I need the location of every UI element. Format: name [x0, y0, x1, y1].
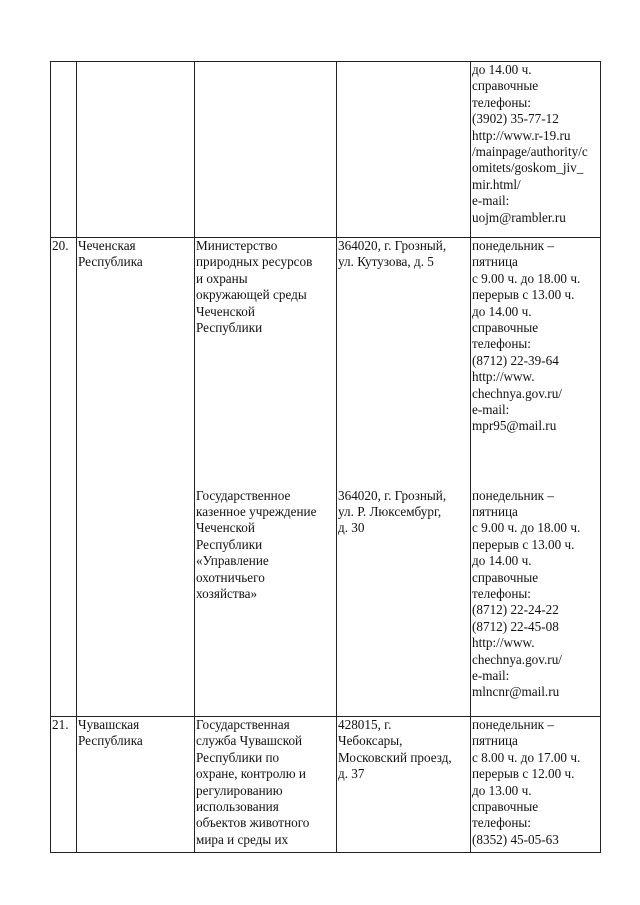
subject-name: Чувашская Республика [77, 717, 195, 853]
table-row [51, 238, 601, 488]
schedule-contacts: понедельник – пятница с 9.00 ч. до 18.00 ч. перерыв с 13.00 ч. до 14.00 ч. справочные телефоны: (8712) 22-39-64 http://www. chechnya.gov.ru/ e-mail: mpr95@mail.ru [471, 238, 601, 488]
table-row [51, 717, 601, 853]
hunting-authorities-table [50, 61, 601, 853]
row-number: 20. [51, 238, 77, 717]
schedule-contacts: до 14.00 ч. справочные телефоны: (3902) 35-77-12 http://www.r-19.ru /mainpage/authority/c omitets/goskom_jiv_ mir.html/ e-mail: uojm@rambler.ru [471, 62, 601, 238]
subject-name [77, 62, 195, 238]
subject-name: Чеченская Республика [77, 238, 195, 717]
table-row [51, 62, 601, 238]
organization-name [195, 62, 337, 238]
organization-name: Министерство природных ресурсов и охраны окружающей среды Чеченской Республики [195, 238, 337, 488]
schedule-contacts: понедельник – пятница с 8.00 ч. до 17.00 ч. перерыв с 12.00 ч. до 13.00 ч. справочные телефоны: (8352) 45-05-63 [471, 717, 601, 853]
address: 364020, г. Грозный, ул. Р. Люксембург, д. 30 [337, 488, 471, 717]
organization-name: Государственное казенное учреждение Чеченской Республики «Управление охотничьего хозяйства» [195, 488, 337, 717]
address: 364020, г. Грозный, ул. Кутузова, д. 5 [337, 238, 471, 488]
address: 428015, г. Чебоксары, Московский проезд, д. 37 [337, 717, 471, 853]
organization-name: Государственная служба Чувашской Республики по охране, контролю и регулированию использования объектов животного мира и среды их [195, 717, 337, 853]
row-number [51, 62, 77, 238]
row-number: 21. [51, 717, 77, 853]
schedule-contacts: понедельник – пятница с 9.00 ч. до 18.00 ч. перерыв с 13.00 ч. до 14.00 ч. справочные телефоны: (8712) 22-24-22 (8712) 22-45-08 http://www. chechnya.gov.ru/ e-mail: mlncnr@mail.ru [471, 488, 601, 717]
address [337, 62, 471, 238]
